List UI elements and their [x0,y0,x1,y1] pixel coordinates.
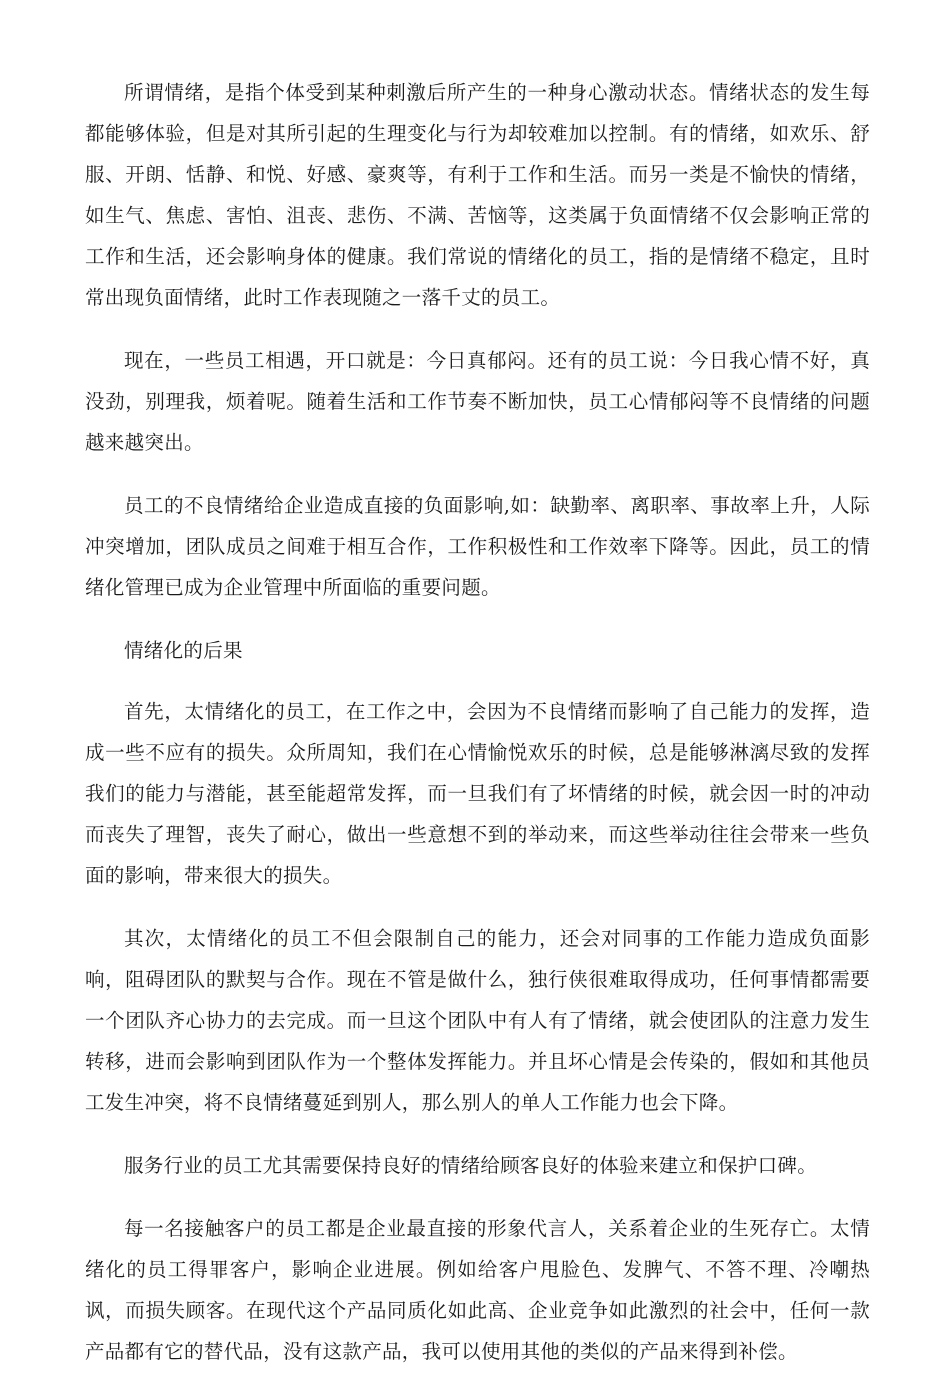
paragraph-customer-facing: 每一名接触客户的员工都是企业最直接的形象代言人，关系着企业的生死存亡。太情绪化的员工得罪客户，影响企业进展。例如给客户甩脸色、发脾气、不答不理、冷嘲热讽，而损失顾客。在现代这个产品同质化如此高、企业竞争如此激烈的社会中，任何一款产品都有它的替代品，没有这款产品，我可以使用其他的类似的产品来得到补偿。 [85,1217,870,1363]
section-heading-consequences: 情绪化的后果 [124,639,243,662]
document-body [85,72,870,1394]
paragraph-service-industry: 服务行业的员工尤其需要保持良好的情绪给顾客良好的体验来建立和保护口碑。 [124,1154,818,1177]
paragraph-second-consequence: 其次，太情绪化的员工不但会限制自己的能力，还会对同事的工作能力造成负面影响，阻碍团队的默契与合作。现在不管是做什么，独行侠很难取得成功，任何事情都需要一个团队齐心协力的去完成。而一旦这个团队中有人有了情绪，就会使团队的注意力发生转移，进而会影响到团队作为一个整体发挥能力。并且坏心情是会传染的，假如和其他员工发生冲突，将不良情绪蔓延到别人，那么别人的单人工作能力也会下降。 [85,927,870,1114]
paragraph-employee-complaints: 现在，一些员工相遇，开口就是：今日真郁闷。还有的员工说：今日我心情不好，真没劲，别理我，烦着呢。随着生活和工作节奏不断加快，员工心情郁闷等不良情绪的问题越来越突出。 [85,349,870,454]
paragraph-emotion-definition: 所谓情绪，是指个体受到某种刺激后所产生的一种身心激动状态。情绪状态的发生每都能够体验，但是对其所引起的生理变化与行为却较难加以控制。有的情绪，如欢乐、舒服、开朗、恬静、和悦、好感、豪爽等，有利于工作和生活。而另一类是不愉快的情绪，如生气、焦虑、害怕、沮丧、悲伤、不满、苦恼等，这类属于负面情绪不仅会影响正常的工作和生活，还会影响身体的健康。我们常说的情绪化的员工，指的是情绪不稳定，且时常出现负面情绪，此时工作表现随之一落千丈的员工。 [85,81,870,309]
paragraph-negative-impact: 员工的不良情绪给企业造成直接的负面影响,如：缺勤率、离职率、事故率上升，人际冲突增加，团队成员之间难于相互合作，工作积极性和工作效率下降等。因此，员工的情绪化管理已成为企业管理中所面临的重要问题。 [85,494,870,599]
paragraph-first-consequence: 首先，太情绪化的员工，在工作之中，会因为不良情绪而影响了自己能力的发挥，造成一些不应有的损失。众所周知，我们在心情愉悦欢乐的时候，总是能够淋漓尽致的发挥我们的能力与潜能，甚至能超常发挥，而一旦我们有了坏情绪的时候，就会因一时的冲动而丧失了理智，丧失了耐心，做出一些意想不到的举动来，而这些举动往往会带来一些负面的影响，带来很大的损失。 [85,700,870,887]
